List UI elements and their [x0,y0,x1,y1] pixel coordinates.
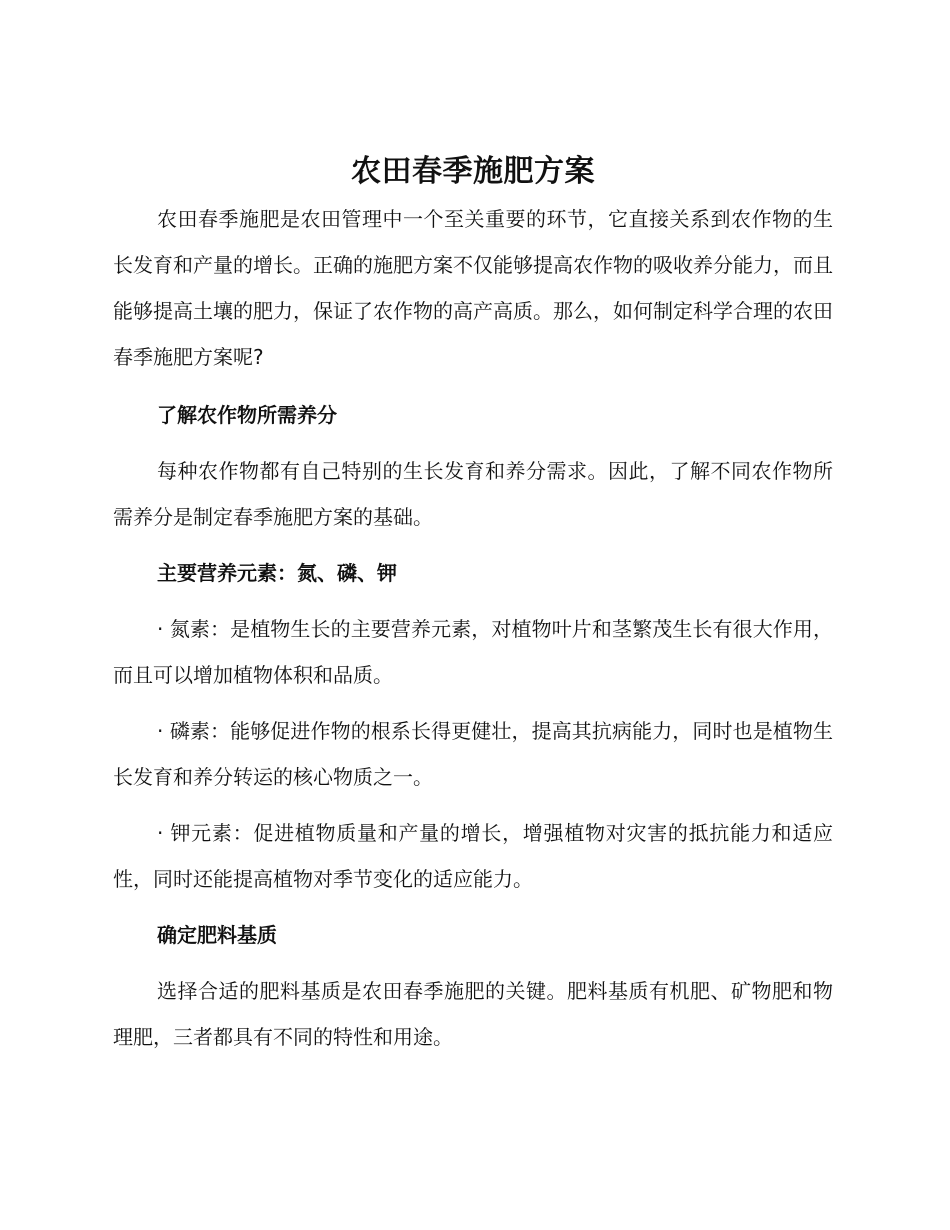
document-title: 农田春季施肥方案 [351,154,595,189]
section-body-fertilizer-base: 选择合适的肥料基质是农田春季施肥的关键。肥料基质有机肥、矿物肥和物理肥，三者都具有不同的特性和用途。 [113,979,833,1049]
document-page [113,150,833,1070]
list-item-nitrogen: · 氮素：是植物生长的主要营养元素，对植物叶片和茎繁茂生长有很大作用，而且可以增加植物体积和品质。 [113,617,833,687]
section-body-nutrients: 每种农作物都有自己特别的生长发育和养分需求。因此，了解不同农作物所需养分是制定春季施肥方案的基础。 [113,459,833,529]
list-item-phosphorus: · 磷素：能够促进作物的根系长得更健壮，提高其抗病能力，同时也是植物生长发育和养分转运的核心物质之一。 [113,719,833,789]
intro-paragraph: 农田春季施肥是农田管理中一个至关重要的环节，它直接关系到农作物的生长发育和产量的增长。正确的施肥方案不仅能够提高农作物的吸收养分能力，而且能够提高土壤的肥力，保证了农作物的高产高质。那么，如何制定科学合理的农田春季施肥方案呢? [113,207,833,369]
list-item-potassium: · 钾元素：促进植物质量和产量的增长，增强植物对灾害的抵抗能力和适应性，同时还能提高植物对季节变化的适应能力。 [113,821,833,891]
section-heading-nutrients: 了解农作物所需养分 [157,403,337,427]
section-heading-fertilizer-base: 确定肥料基质 [157,923,277,947]
section-heading-elements: 主要营养元素：氮、磷、钾 [157,561,397,585]
